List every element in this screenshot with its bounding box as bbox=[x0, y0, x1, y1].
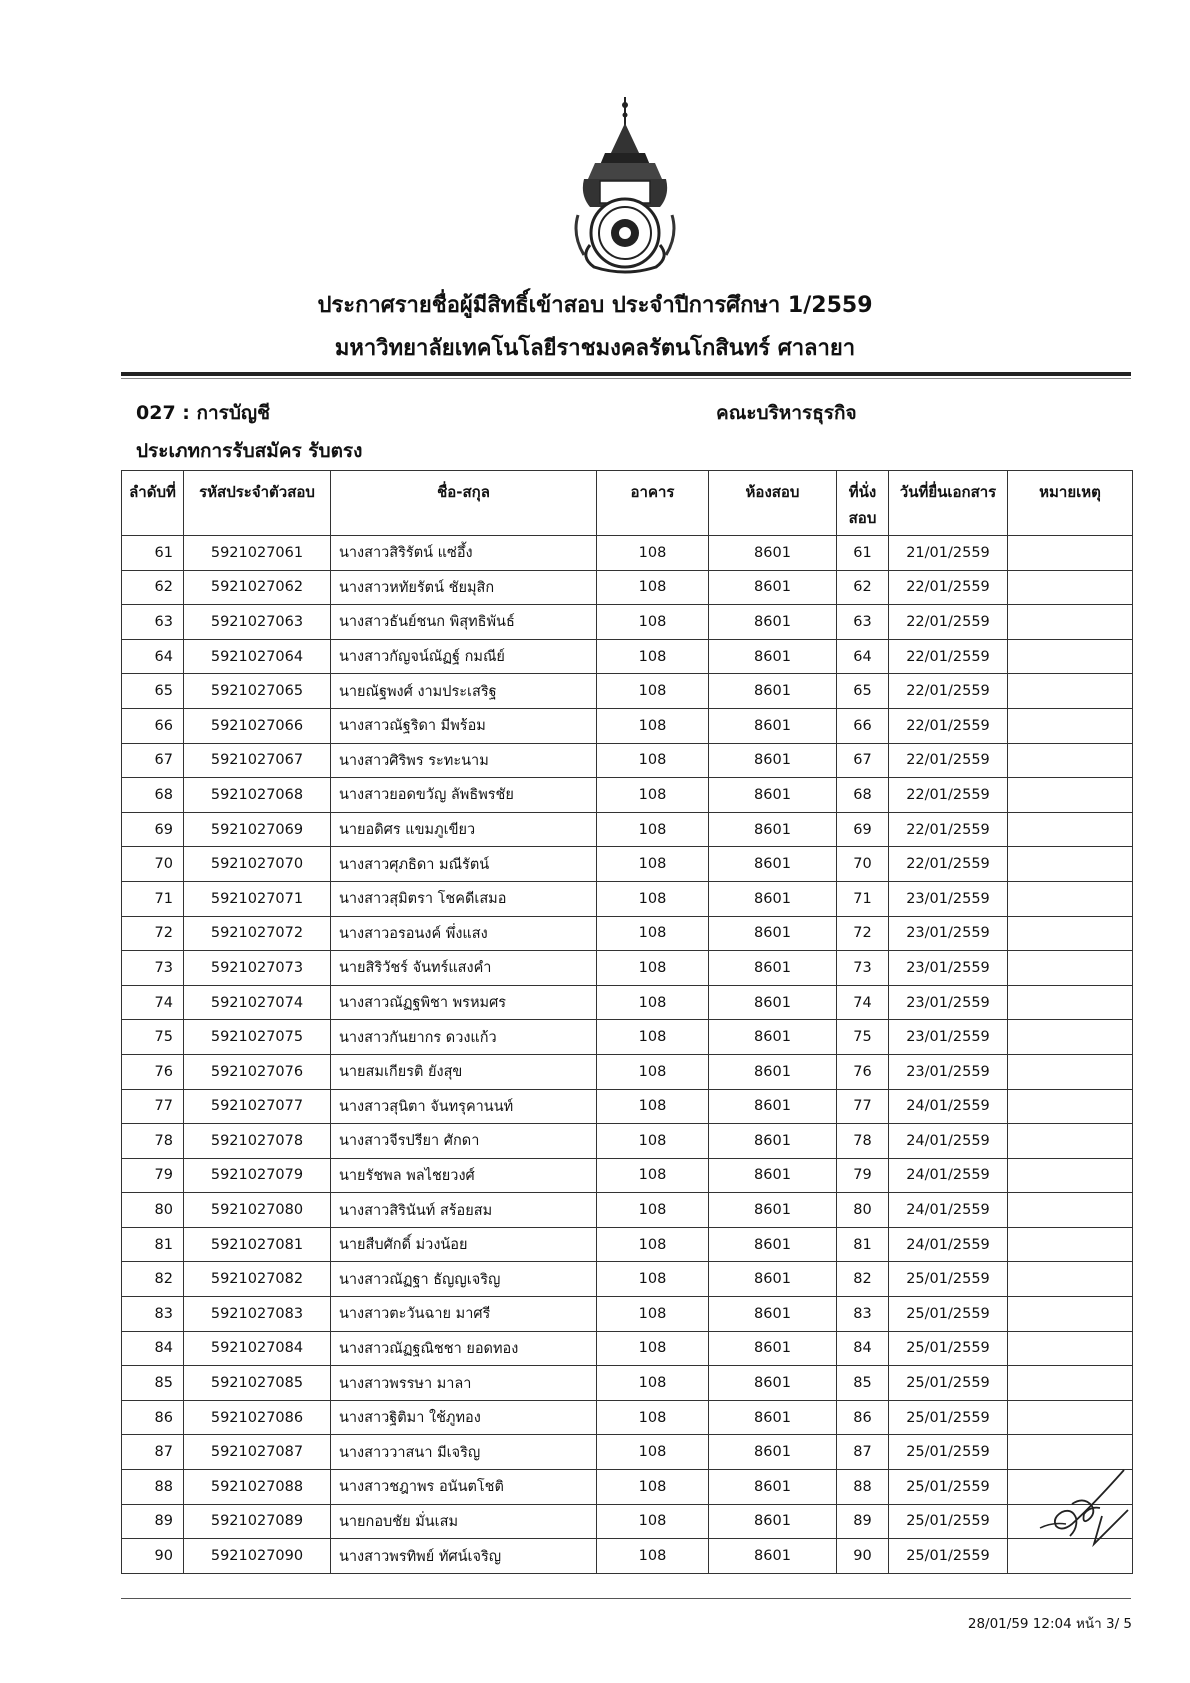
cell-name: นางสาวศุภธิดา มณีรัตน์ bbox=[331, 847, 597, 882]
cell-remark bbox=[1008, 1227, 1133, 1262]
cell-building: 108 bbox=[597, 1020, 709, 1055]
cell-exam-id: 5921027076 bbox=[184, 1054, 331, 1089]
cell-room: 8601 bbox=[709, 778, 837, 813]
cell-date: 25/01/2559 bbox=[889, 1400, 1008, 1435]
cell-no: 66 bbox=[122, 708, 184, 743]
cell-date: 25/01/2559 bbox=[889, 1539, 1008, 1574]
table-row bbox=[122, 847, 1133, 882]
cell-no: 65 bbox=[122, 674, 184, 709]
table-row bbox=[122, 1124, 1133, 1159]
cell-exam-id: 5921027078 bbox=[184, 1124, 331, 1159]
cell-seat: 64 bbox=[837, 639, 889, 674]
cell-date: 25/01/2559 bbox=[889, 1504, 1008, 1539]
cell-building: 108 bbox=[597, 605, 709, 640]
cell-remark bbox=[1008, 1262, 1133, 1297]
cell-name: นายณัฐพงศ์ งามประเสริฐ bbox=[331, 674, 597, 709]
cell-name: นางสาวตะวันฉาย มาศรี bbox=[331, 1297, 597, 1332]
table-row bbox=[122, 674, 1133, 709]
cell-exam-id: 5921027088 bbox=[184, 1470, 331, 1505]
cell-building: 108 bbox=[597, 881, 709, 916]
cell-building: 108 bbox=[597, 1227, 709, 1262]
cell-seat: 88 bbox=[837, 1470, 889, 1505]
cell-room: 8601 bbox=[709, 985, 837, 1020]
cell-name: นางสาวพรรษา มาลา bbox=[331, 1366, 597, 1401]
cell-seat: 69 bbox=[837, 812, 889, 847]
cell-remark bbox=[1008, 1400, 1133, 1435]
cell-seat: 83 bbox=[837, 1297, 889, 1332]
cell-no: 72 bbox=[122, 916, 184, 951]
cell-room: 8601 bbox=[709, 1539, 837, 1574]
cell-no: 73 bbox=[122, 951, 184, 986]
cell-room: 8601 bbox=[709, 605, 837, 640]
cell-room: 8601 bbox=[709, 1054, 837, 1089]
cell-room: 8601 bbox=[709, 674, 837, 709]
cell-seat: 75 bbox=[837, 1020, 889, 1055]
cell-no: 74 bbox=[122, 985, 184, 1020]
cell-building: 108 bbox=[597, 674, 709, 709]
cell-exam-id: 5921027074 bbox=[184, 985, 331, 1020]
cell-name: นายรัชพล พลไชยวงศ์ bbox=[331, 1158, 597, 1193]
cell-room: 8601 bbox=[709, 1124, 837, 1159]
cell-seat: 74 bbox=[837, 985, 889, 1020]
cell-exam-id: 5921027061 bbox=[184, 536, 331, 571]
cell-no: 88 bbox=[122, 1470, 184, 1505]
cell-building: 108 bbox=[597, 1331, 709, 1366]
cell-name: นางสาวอรอนงค์ พึ่งแสง bbox=[331, 916, 597, 951]
table-row bbox=[122, 1020, 1133, 1055]
cell-remark bbox=[1008, 1124, 1133, 1159]
header-seat bbox=[837, 471, 889, 536]
cell-room: 8601 bbox=[709, 1331, 837, 1366]
cell-exam-id: 5921027086 bbox=[184, 1400, 331, 1435]
cell-name: นางสาวจีรปรียา ศักดา bbox=[331, 1124, 597, 1159]
cell-building: 108 bbox=[597, 778, 709, 813]
cell-no: 62 bbox=[122, 570, 184, 605]
cell-seat: 63 bbox=[837, 605, 889, 640]
cell-exam-id: 5921027089 bbox=[184, 1504, 331, 1539]
cell-no: 71 bbox=[122, 881, 184, 916]
cell-remark bbox=[1008, 985, 1133, 1020]
cell-remark bbox=[1008, 639, 1133, 674]
header-room: ห้องสอบ bbox=[709, 471, 837, 536]
cell-date: 22/01/2559 bbox=[889, 778, 1008, 813]
cell-no: 84 bbox=[122, 1331, 184, 1366]
cell-exam-id: 5921027068 bbox=[184, 778, 331, 813]
cell-date: 24/01/2559 bbox=[889, 1124, 1008, 1159]
cell-remark bbox=[1008, 536, 1133, 571]
cell-name: นายสมเกียรติ ยังสุข bbox=[331, 1054, 597, 1089]
cell-exam-id: 5921027072 bbox=[184, 916, 331, 951]
cell-date: 24/01/2559 bbox=[889, 1193, 1008, 1228]
cell-exam-id: 5921027073 bbox=[184, 951, 331, 986]
header-remark: หมายเหตุ bbox=[1008, 471, 1133, 536]
cell-room: 8601 bbox=[709, 1297, 837, 1332]
cell-room: 8601 bbox=[709, 1470, 837, 1505]
cell-name: นายอดิศร แขมภูเขียว bbox=[331, 812, 597, 847]
cell-exam-id: 5921027085 bbox=[184, 1366, 331, 1401]
cell-room: 8601 bbox=[709, 1504, 837, 1539]
cell-no: 77 bbox=[122, 1089, 184, 1124]
table-row bbox=[122, 536, 1133, 571]
cell-room: 8601 bbox=[709, 1193, 837, 1228]
cell-room: 8601 bbox=[709, 881, 837, 916]
cell-seat: 72 bbox=[837, 916, 889, 951]
cell-room: 8601 bbox=[709, 1089, 837, 1124]
cell-date: 25/01/2559 bbox=[889, 1297, 1008, 1332]
table-row bbox=[122, 881, 1133, 916]
cell-remark bbox=[1008, 1158, 1133, 1193]
cell-no: 87 bbox=[122, 1435, 184, 1470]
cell-name: นางสาววาสนา มีเจริญ bbox=[331, 1435, 597, 1470]
cell-room: 8601 bbox=[709, 847, 837, 882]
table-row bbox=[122, 812, 1133, 847]
cell-seat: 78 bbox=[837, 1124, 889, 1159]
cell-exam-id: 5921027067 bbox=[184, 743, 331, 778]
cell-remark bbox=[1008, 881, 1133, 916]
cell-no: 61 bbox=[122, 536, 184, 571]
header-divider bbox=[121, 372, 1131, 376]
cell-remark bbox=[1008, 570, 1133, 605]
table-row bbox=[122, 570, 1133, 605]
cell-no: 64 bbox=[122, 639, 184, 674]
cell-date: 23/01/2559 bbox=[889, 916, 1008, 951]
table-row bbox=[122, 743, 1133, 778]
footer-divider bbox=[121, 1598, 1131, 1599]
header-seat-line1: ที่นั่ง bbox=[848, 483, 877, 501]
cell-no: 78 bbox=[122, 1124, 184, 1159]
cell-seat: 61 bbox=[837, 536, 889, 571]
cell-date: 25/01/2559 bbox=[889, 1470, 1008, 1505]
cell-building: 108 bbox=[597, 536, 709, 571]
cell-name: นางสาวสิรินันท์ สร้อยสม bbox=[331, 1193, 597, 1228]
cell-seat: 62 bbox=[837, 570, 889, 605]
cell-room: 8601 bbox=[709, 1366, 837, 1401]
cell-exam-id: 5921027069 bbox=[184, 812, 331, 847]
cell-building: 108 bbox=[597, 639, 709, 674]
cell-building: 108 bbox=[597, 1297, 709, 1332]
cell-name: นางสาวธันย์ชนก พิสุทธิพันธ์ bbox=[331, 605, 597, 640]
cell-seat: 84 bbox=[837, 1331, 889, 1366]
cell-remark bbox=[1008, 605, 1133, 640]
header-divider-thin bbox=[121, 378, 1131, 379]
cell-name: นางสาวกัญจน์ณัฏฐ์ กมณีย์ bbox=[331, 639, 597, 674]
cell-remark bbox=[1008, 1054, 1133, 1089]
header-seat-line2: สอบ bbox=[848, 509, 877, 527]
cell-name: นางสาวกันยากร ดวงแก้ว bbox=[331, 1020, 597, 1055]
cell-room: 8601 bbox=[709, 951, 837, 986]
cell-no: 80 bbox=[122, 1193, 184, 1228]
cell-seat: 71 bbox=[837, 881, 889, 916]
cell-no: 63 bbox=[122, 605, 184, 640]
cell-name: นางสาวสุมิตรา โชคดีเสมอ bbox=[331, 881, 597, 916]
cell-room: 8601 bbox=[709, 1020, 837, 1055]
cell-no: 70 bbox=[122, 847, 184, 882]
cell-exam-id: 5921027083 bbox=[184, 1297, 331, 1332]
cell-name: นายสืบศักดิ์ ม่วงน้อย bbox=[331, 1227, 597, 1262]
table-row bbox=[122, 778, 1133, 813]
header-exam-id: รหัสประจำตัวสอบ bbox=[184, 471, 331, 536]
cell-seat: 89 bbox=[837, 1504, 889, 1539]
header-building: อาคาร bbox=[597, 471, 709, 536]
cell-no: 86 bbox=[122, 1400, 184, 1435]
cell-no: 83 bbox=[122, 1297, 184, 1332]
cell-date: 22/01/2559 bbox=[889, 847, 1008, 882]
cell-building: 108 bbox=[597, 1400, 709, 1435]
cell-exam-id: 5921027062 bbox=[184, 570, 331, 605]
cell-exam-id: 5921027065 bbox=[184, 674, 331, 709]
cell-building: 108 bbox=[597, 951, 709, 986]
cell-building: 108 bbox=[597, 1054, 709, 1089]
cell-date: 25/01/2559 bbox=[889, 1435, 1008, 1470]
cell-building: 108 bbox=[597, 1366, 709, 1401]
table-row bbox=[122, 1366, 1133, 1401]
table-row bbox=[122, 1470, 1133, 1505]
table-row bbox=[122, 1193, 1133, 1228]
table-row bbox=[122, 1262, 1133, 1297]
cell-building: 108 bbox=[597, 1470, 709, 1505]
table-row bbox=[122, 1158, 1133, 1193]
table-row bbox=[122, 1297, 1133, 1332]
cell-seat: 80 bbox=[837, 1193, 889, 1228]
table-row bbox=[122, 1054, 1133, 1089]
cell-seat: 73 bbox=[837, 951, 889, 986]
cell-seat: 65 bbox=[837, 674, 889, 709]
table-row bbox=[122, 1227, 1133, 1262]
cell-no: 81 bbox=[122, 1227, 184, 1262]
cell-no: 75 bbox=[122, 1020, 184, 1055]
signature-mark-icon bbox=[1032, 1466, 1132, 1556]
cell-room: 8601 bbox=[709, 536, 837, 571]
cell-no: 82 bbox=[122, 1262, 184, 1297]
table-body bbox=[122, 536, 1133, 1574]
cell-name: นางสาวณัฏฐพิชา พรหมศร bbox=[331, 985, 597, 1020]
cell-name: นางสาวยอดขวัญ ลัพธิพรชัย bbox=[331, 778, 597, 813]
cell-exam-id: 5921027071 bbox=[184, 881, 331, 916]
footer-timestamp-page: 28/01/59 12:04 หน้า 3/ 5 bbox=[967, 1616, 1132, 1632]
cell-building: 108 bbox=[597, 1089, 709, 1124]
cell-building: 108 bbox=[597, 1193, 709, 1228]
cell-remark bbox=[1008, 1366, 1133, 1401]
cell-exam-id: 5921027081 bbox=[184, 1227, 331, 1262]
cell-remark bbox=[1008, 951, 1133, 986]
cell-seat: 90 bbox=[837, 1539, 889, 1574]
cell-remark bbox=[1008, 1331, 1133, 1366]
cell-exam-id: 5921027084 bbox=[184, 1331, 331, 1366]
cell-room: 8601 bbox=[709, 708, 837, 743]
cell-name: นางสาวฐิติมา ใช้ภูทอง bbox=[331, 1400, 597, 1435]
cell-exam-id: 5921027077 bbox=[184, 1089, 331, 1124]
faculty-label: คณะบริหารธุรกิจ bbox=[716, 402, 857, 424]
cell-building: 108 bbox=[597, 985, 709, 1020]
cell-seat: 70 bbox=[837, 847, 889, 882]
cell-building: 108 bbox=[597, 570, 709, 605]
cell-room: 8601 bbox=[709, 1227, 837, 1262]
candidate-table bbox=[121, 470, 1133, 1574]
cell-exam-id: 5921027066 bbox=[184, 708, 331, 743]
cell-no: 69 bbox=[122, 812, 184, 847]
table-row bbox=[122, 605, 1133, 640]
cell-building: 108 bbox=[597, 1539, 709, 1574]
cell-remark bbox=[1008, 778, 1133, 813]
cell-room: 8601 bbox=[709, 639, 837, 674]
cell-seat: 77 bbox=[837, 1089, 889, 1124]
cell-name: นางสาวศิริพร ระทะนาม bbox=[331, 743, 597, 778]
cell-remark bbox=[1008, 1089, 1133, 1124]
cell-date: 25/01/2559 bbox=[889, 1366, 1008, 1401]
cell-exam-id: 5921027080 bbox=[184, 1193, 331, 1228]
table-row bbox=[122, 1331, 1133, 1366]
department-label: 027 : การบัญชี bbox=[136, 402, 271, 424]
cell-date: 23/01/2559 bbox=[889, 951, 1008, 986]
table-row bbox=[122, 1435, 1133, 1470]
cell-exam-id: 5921027063 bbox=[184, 605, 331, 640]
cell-date: 23/01/2559 bbox=[889, 881, 1008, 916]
cell-no: 89 bbox=[122, 1504, 184, 1539]
table-row bbox=[122, 1504, 1133, 1539]
cell-room: 8601 bbox=[709, 1158, 837, 1193]
announcement-title: ประกาศรายชื่อผู้มีสิทธิ์เข้าสอบ ประจำปีการศึกษา 1/2559 bbox=[317, 293, 873, 318]
table-header-row bbox=[122, 471, 1133, 536]
cell-no: 79 bbox=[122, 1158, 184, 1193]
university-name: มหาวิทยาลัยเทคโนโลยีราชมงคลรัตนโกสินทร์ ศาลายา bbox=[334, 336, 856, 361]
cell-date: 23/01/2559 bbox=[889, 1020, 1008, 1055]
cell-name: นายสิริวัชร์ จันทร์แสงคำ bbox=[331, 951, 597, 986]
header-no: ลำดับที่ bbox=[122, 471, 184, 536]
cell-building: 108 bbox=[597, 708, 709, 743]
cell-seat: 86 bbox=[837, 1400, 889, 1435]
cell-seat: 81 bbox=[837, 1227, 889, 1262]
cell-name: นางสาวณัฏฐณิชชา ยอดทอง bbox=[331, 1331, 597, 1366]
cell-name: นางสาวชฎาพร อนันตโชติ bbox=[331, 1470, 597, 1505]
cell-exam-id: 5921027064 bbox=[184, 639, 331, 674]
application-type-label: ประเภทการรับสมัคร รับตรง bbox=[136, 440, 363, 462]
cell-name: นายกอบชัย มั่นเสม bbox=[331, 1504, 597, 1539]
table-row bbox=[122, 1400, 1133, 1435]
cell-remark bbox=[1008, 916, 1133, 951]
table-row bbox=[122, 1539, 1133, 1574]
cell-exam-id: 5921027075 bbox=[184, 1020, 331, 1055]
cell-building: 108 bbox=[597, 1158, 709, 1193]
cell-name: นางสาวสิริรัตน์ แซ่อึ้ง bbox=[331, 536, 597, 571]
cell-date: 22/01/2559 bbox=[889, 708, 1008, 743]
cell-no: 67 bbox=[122, 743, 184, 778]
table-row bbox=[122, 639, 1133, 674]
cell-exam-id: 5921027070 bbox=[184, 847, 331, 882]
cell-building: 108 bbox=[597, 1435, 709, 1470]
cell-name: นางสาวพรทิพย์ ทัศน์เจริญ bbox=[331, 1539, 597, 1574]
cell-building: 108 bbox=[597, 916, 709, 951]
cell-date: 23/01/2559 bbox=[889, 1054, 1008, 1089]
cell-seat: 82 bbox=[837, 1262, 889, 1297]
cell-remark bbox=[1008, 1435, 1133, 1470]
cell-date: 22/01/2559 bbox=[889, 674, 1008, 709]
cell-seat: 76 bbox=[837, 1054, 889, 1089]
cell-seat: 68 bbox=[837, 778, 889, 813]
table-row bbox=[122, 708, 1133, 743]
cell-no: 90 bbox=[122, 1539, 184, 1574]
cell-date: 22/01/2559 bbox=[889, 743, 1008, 778]
cell-seat: 67 bbox=[837, 743, 889, 778]
cell-date: 25/01/2559 bbox=[889, 1331, 1008, 1366]
header-date: วันที่ยื่นเอกสาร bbox=[889, 471, 1008, 536]
cell-exam-id: 5921027090 bbox=[184, 1539, 331, 1574]
cell-building: 108 bbox=[597, 1124, 709, 1159]
cell-building: 108 bbox=[597, 1262, 709, 1297]
cell-name: นางสาวหทัยรัตน์ ชัยมุสิก bbox=[331, 570, 597, 605]
cell-no: 68 bbox=[122, 778, 184, 813]
cell-building: 108 bbox=[597, 847, 709, 882]
university-emblem-icon bbox=[570, 95, 680, 275]
cell-room: 8601 bbox=[709, 916, 837, 951]
cell-name: นางสาวสุนิตา จันทรุคานนท์ bbox=[331, 1089, 597, 1124]
table-row bbox=[122, 951, 1133, 986]
cell-name: นางสาวณัฏฐา ธัญญเจริญ bbox=[331, 1262, 597, 1297]
cell-seat: 66 bbox=[837, 708, 889, 743]
cell-date: 24/01/2559 bbox=[889, 1158, 1008, 1193]
cell-date: 23/01/2559 bbox=[889, 985, 1008, 1020]
cell-date: 21/01/2559 bbox=[889, 536, 1008, 571]
cell-no: 85 bbox=[122, 1366, 184, 1401]
cell-remark bbox=[1008, 674, 1133, 709]
cell-exam-id: 5921027082 bbox=[184, 1262, 331, 1297]
cell-remark bbox=[1008, 1020, 1133, 1055]
cell-remark bbox=[1008, 708, 1133, 743]
cell-date: 22/01/2559 bbox=[889, 605, 1008, 640]
cell-date: 22/01/2559 bbox=[889, 812, 1008, 847]
cell-remark bbox=[1008, 1297, 1133, 1332]
cell-room: 8601 bbox=[709, 1435, 837, 1470]
cell-room: 8601 bbox=[709, 743, 837, 778]
cell-date: 24/01/2559 bbox=[889, 1227, 1008, 1262]
cell-building: 108 bbox=[597, 812, 709, 847]
cell-building: 108 bbox=[597, 1504, 709, 1539]
cell-seat: 79 bbox=[837, 1158, 889, 1193]
cell-room: 8601 bbox=[709, 812, 837, 847]
header-name: ชื่อ-สกุล bbox=[331, 471, 597, 536]
cell-seat: 87 bbox=[837, 1435, 889, 1470]
cell-remark bbox=[1008, 812, 1133, 847]
cell-room: 8601 bbox=[709, 1400, 837, 1435]
table-row bbox=[122, 985, 1133, 1020]
cell-seat: 85 bbox=[837, 1366, 889, 1401]
cell-remark bbox=[1008, 1193, 1133, 1228]
cell-room: 8601 bbox=[709, 1262, 837, 1297]
cell-building: 108 bbox=[597, 743, 709, 778]
cell-name: นางสาวณัฐริดา มีพร้อม bbox=[331, 708, 597, 743]
cell-date: 22/01/2559 bbox=[889, 570, 1008, 605]
cell-room: 8601 bbox=[709, 570, 837, 605]
cell-exam-id: 5921027087 bbox=[184, 1435, 331, 1470]
cell-remark bbox=[1008, 743, 1133, 778]
cell-date: 25/01/2559 bbox=[889, 1262, 1008, 1297]
cell-no: 76 bbox=[122, 1054, 184, 1089]
cell-date: 22/01/2559 bbox=[889, 639, 1008, 674]
cell-date: 24/01/2559 bbox=[889, 1089, 1008, 1124]
cell-exam-id: 5921027079 bbox=[184, 1158, 331, 1193]
table-row bbox=[122, 916, 1133, 951]
table-row bbox=[122, 1089, 1133, 1124]
cell-remark bbox=[1008, 847, 1133, 882]
